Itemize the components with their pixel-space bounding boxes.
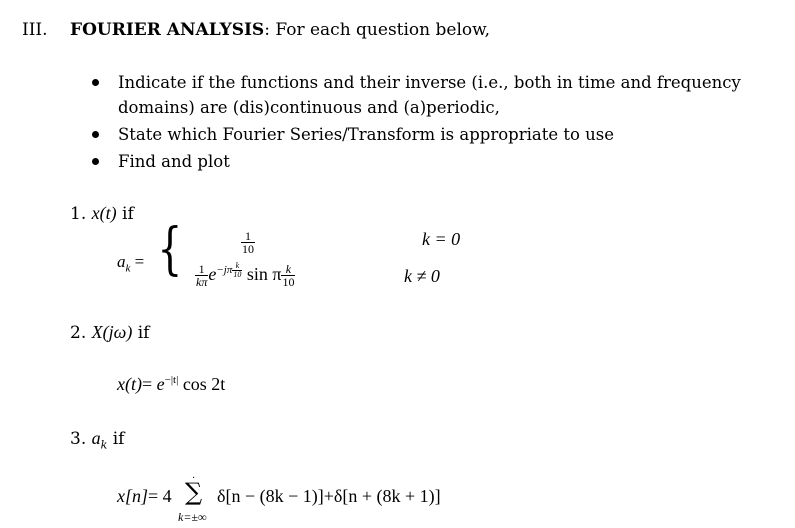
question-3-number: 3. xyxy=(70,429,87,449)
q2-equals: = xyxy=(141,374,153,394)
question-1-variable: x(t) xyxy=(91,203,117,223)
section-numeral: III. xyxy=(22,20,48,40)
q3-summation xyxy=(185,472,202,504)
section-title xyxy=(70,20,490,40)
question-1-number: 1. xyxy=(70,204,87,224)
question-2-heading xyxy=(70,322,149,343)
q1-equals: = xyxy=(134,252,145,271)
question-2-suffix: if xyxy=(132,323,150,343)
question-3-subscript: k xyxy=(100,438,108,452)
question-2-number: 2. xyxy=(70,323,87,343)
q3-lhs: x[n] xyxy=(117,486,148,506)
q1-case2-coefficient: $\frac{1}{k\pi}$ xyxy=(196,262,208,290)
question-1-suffix: if xyxy=(116,204,134,224)
q2-lhs: x(t) xyxy=(117,374,142,394)
q1-case2-sine-fraction: $\frac{k}{10}$ xyxy=(282,262,295,290)
section-title-bold: FOURIER ANALYSIS xyxy=(70,20,265,40)
q3-summation-lower: k=±∞ xyxy=(178,510,207,524)
q3-summation-sigma-icon: ∑ xyxy=(185,478,203,506)
q2-equation xyxy=(117,374,225,395)
bullet-dot-icon xyxy=(92,131,99,138)
q3-summand: δ[n − (8k − 1)]+δ[n + (8k + 1)] xyxy=(217,486,441,506)
bullet-dot-icon xyxy=(92,158,99,165)
bullet-item xyxy=(92,70,741,120)
bullet-item xyxy=(92,122,741,147)
question-2-variable: X(jω) xyxy=(91,322,133,342)
q2-exponential: e xyxy=(156,374,165,394)
q2-cosine-term: cos 2t xyxy=(182,374,226,394)
bullet-text: Indicate if the functions and their inverse (i.e., both in time and frequency xyxy=(118,73,741,92)
q1-case1-value xyxy=(241,230,255,255)
bullet-dot-icon xyxy=(92,79,99,86)
q3-equals: = xyxy=(148,486,159,506)
question-1-heading xyxy=(70,203,134,224)
instructions-list xyxy=(92,70,741,174)
q1-case2-sine: sin π xyxy=(246,264,282,285)
q3-equation xyxy=(117,486,172,507)
bullet-item xyxy=(92,149,741,174)
q1-lhs-symbol: a xyxy=(117,252,126,271)
q1-case1-fraction: $\frac{1}{10}$ xyxy=(242,229,254,256)
q1-case2-exponent: −jπ k 10 xyxy=(216,261,242,279)
q1-case2-condition: k ≠ 0 xyxy=(404,266,440,286)
q1-piecewise-brace-icon: { xyxy=(157,217,183,282)
section-title-rest: : For each question below, xyxy=(264,20,491,40)
q2-exponent: −|t| xyxy=(164,374,179,386)
question-3-variable: a xyxy=(91,428,101,448)
q1-case2-exponential: e xyxy=(208,264,217,285)
q1-case2-value xyxy=(195,262,295,288)
question-3-heading xyxy=(70,428,124,451)
q1-case1-condition: k = 0 xyxy=(422,229,461,249)
q1-lhs-subscript: k xyxy=(125,262,131,275)
q1-lhs xyxy=(117,252,144,274)
bullet-text: Find and plot xyxy=(118,152,230,171)
bullet-text-continued: domains) are (dis)continuous and (a)periodic, xyxy=(118,98,500,117)
bullet-text: State which Fourier Series/Transform is appropriate to use xyxy=(118,125,615,144)
q3-coefficient: 4 xyxy=(162,486,172,506)
q3-summation-upper: . xyxy=(191,470,196,481)
question-3-suffix: if xyxy=(107,429,125,449)
